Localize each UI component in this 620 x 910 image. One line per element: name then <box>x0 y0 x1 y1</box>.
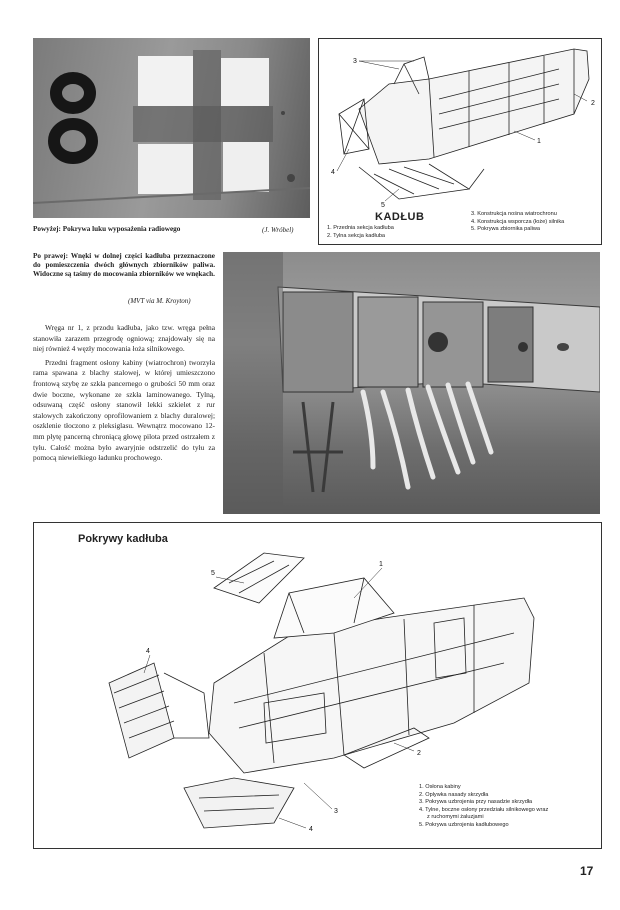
pokrywy-legend <box>419 784 594 830</box>
body-paragraph: Przedni fragment osłony kabiny (wiatrochron) tworzyła rama spawana z blachy stalowej, w której umieszczono frontową szybę ze szkła pancernego o grubości 50 mm oraz dwie boczne, wykonane ze szkła laminowanego. Tylną, odsuwaną część osłony stanowił lekki szkielet z rur stalowych zakończony oprofilowaniem z blachy duralowej; oszklenie tłoczono z pleksiglasu. Wewnątrz mocowano 12-mm płytę pancerną chroniącą głowę pilota przed ostrzałem z tyłu. Całość można było awaryjnie odstrzelić do tyłu za pomocą niewielkiego ładunku prochowego. <box>33 357 215 463</box>
kadlub-legend-item: 1. Przednia sekcja kadłuba <box>327 225 394 231</box>
top-photo-credit: (J. Wróbel) <box>262 226 294 234</box>
kadlub-legend-item: 4. Konstrukcja wsporcza (łoże) silnika <box>471 218 565 225</box>
kadlub-callout-1: 1 <box>537 138 541 145</box>
kadlub-legend-left <box>327 225 467 240</box>
pokrywy-legend-item: 5. Pokrywa uzbrojenia kadłubowego <box>419 821 509 828</box>
kadlub-legend-item: 3. Konstrukcja nośna wiatrochronu <box>471 211 557 217</box>
body-paragraph: Wręga nr 1, z przodu kadłuba, jako tzw. wręga pełna stanowiła zarazem przegrodę ogniową; znajdowały się na niej również 4 węzły mocowania łoża silnikowego. <box>33 323 215 354</box>
right-photo-caption: Po prawej: Wnęki w dolnej części kadłuba przeznaczone do pomieszczenia dwóch głównych zbiorników paliwa. Widoczne są taśmy do mocowania zbiorników we wnękach. <box>33 252 215 278</box>
pokrywy-legend-item: 1. Osłona kabiny <box>419 784 461 790</box>
pokrywy-callout-3: 3 <box>334 808 338 815</box>
top-photo-caption: Powyżej: Pokrywa luku wyposażenia radiowego <box>33 225 181 233</box>
kadlub-callout-4: 4 <box>331 169 335 176</box>
kadlub-legend-item: 2. Tylna sekcja kadłuba <box>327 232 386 239</box>
pokrywy-legend-item: 3. Pokrywa uzbrojenia przy nasadzie skrzydła <box>419 799 533 806</box>
page-number: 17 <box>580 864 594 878</box>
right-photo-credit: (MVT via M. Kroyton) <box>128 297 191 305</box>
pokrywy-legend-item: z ruchomymi żaluzjami <box>427 814 484 821</box>
fuel-tank-bays-photo <box>223 252 600 514</box>
pokrywy-callout-4b: 4 <box>309 826 313 833</box>
kadlub-callout-5: 5 <box>381 202 385 209</box>
kadlub-callout-3: 3 <box>353 58 357 65</box>
kadlub-legend-right <box>471 211 599 234</box>
top-photo-radio-hatch <box>33 38 310 218</box>
balkenkreuz-photo-graphic <box>33 38 310 218</box>
pokrywy-callout-1: 1 <box>379 561 383 568</box>
pokrywy-diagram-box <box>33 522 602 849</box>
pokrywy-callout-2: 2 <box>417 750 421 757</box>
pokrywy-callout-5: 5 <box>211 570 215 577</box>
body-text <box>33 323 215 467</box>
fuselage-structure-drawing <box>319 39 601 209</box>
kadlub-diagram-box <box>318 38 602 245</box>
kadlub-callout-2: 2 <box>591 100 595 107</box>
pokrywy-callout-4a: 4 <box>146 648 150 655</box>
kadlub-title: KADŁUB <box>375 211 425 223</box>
pokrywy-legend-item: 4. Tylne, boczne osłony przedziału silnikowego wraz <box>419 806 549 813</box>
pokrywy-title: Pokrywy kadłuba <box>78 533 168 545</box>
fuel-tank-bays-graphic <box>223 252 600 514</box>
kadlub-legend-item: 5. Pokrywa zbiornika paliwa <box>471 226 541 233</box>
pokrywy-legend-item: 2. Oplywka nasady skrzydła <box>419 791 489 798</box>
